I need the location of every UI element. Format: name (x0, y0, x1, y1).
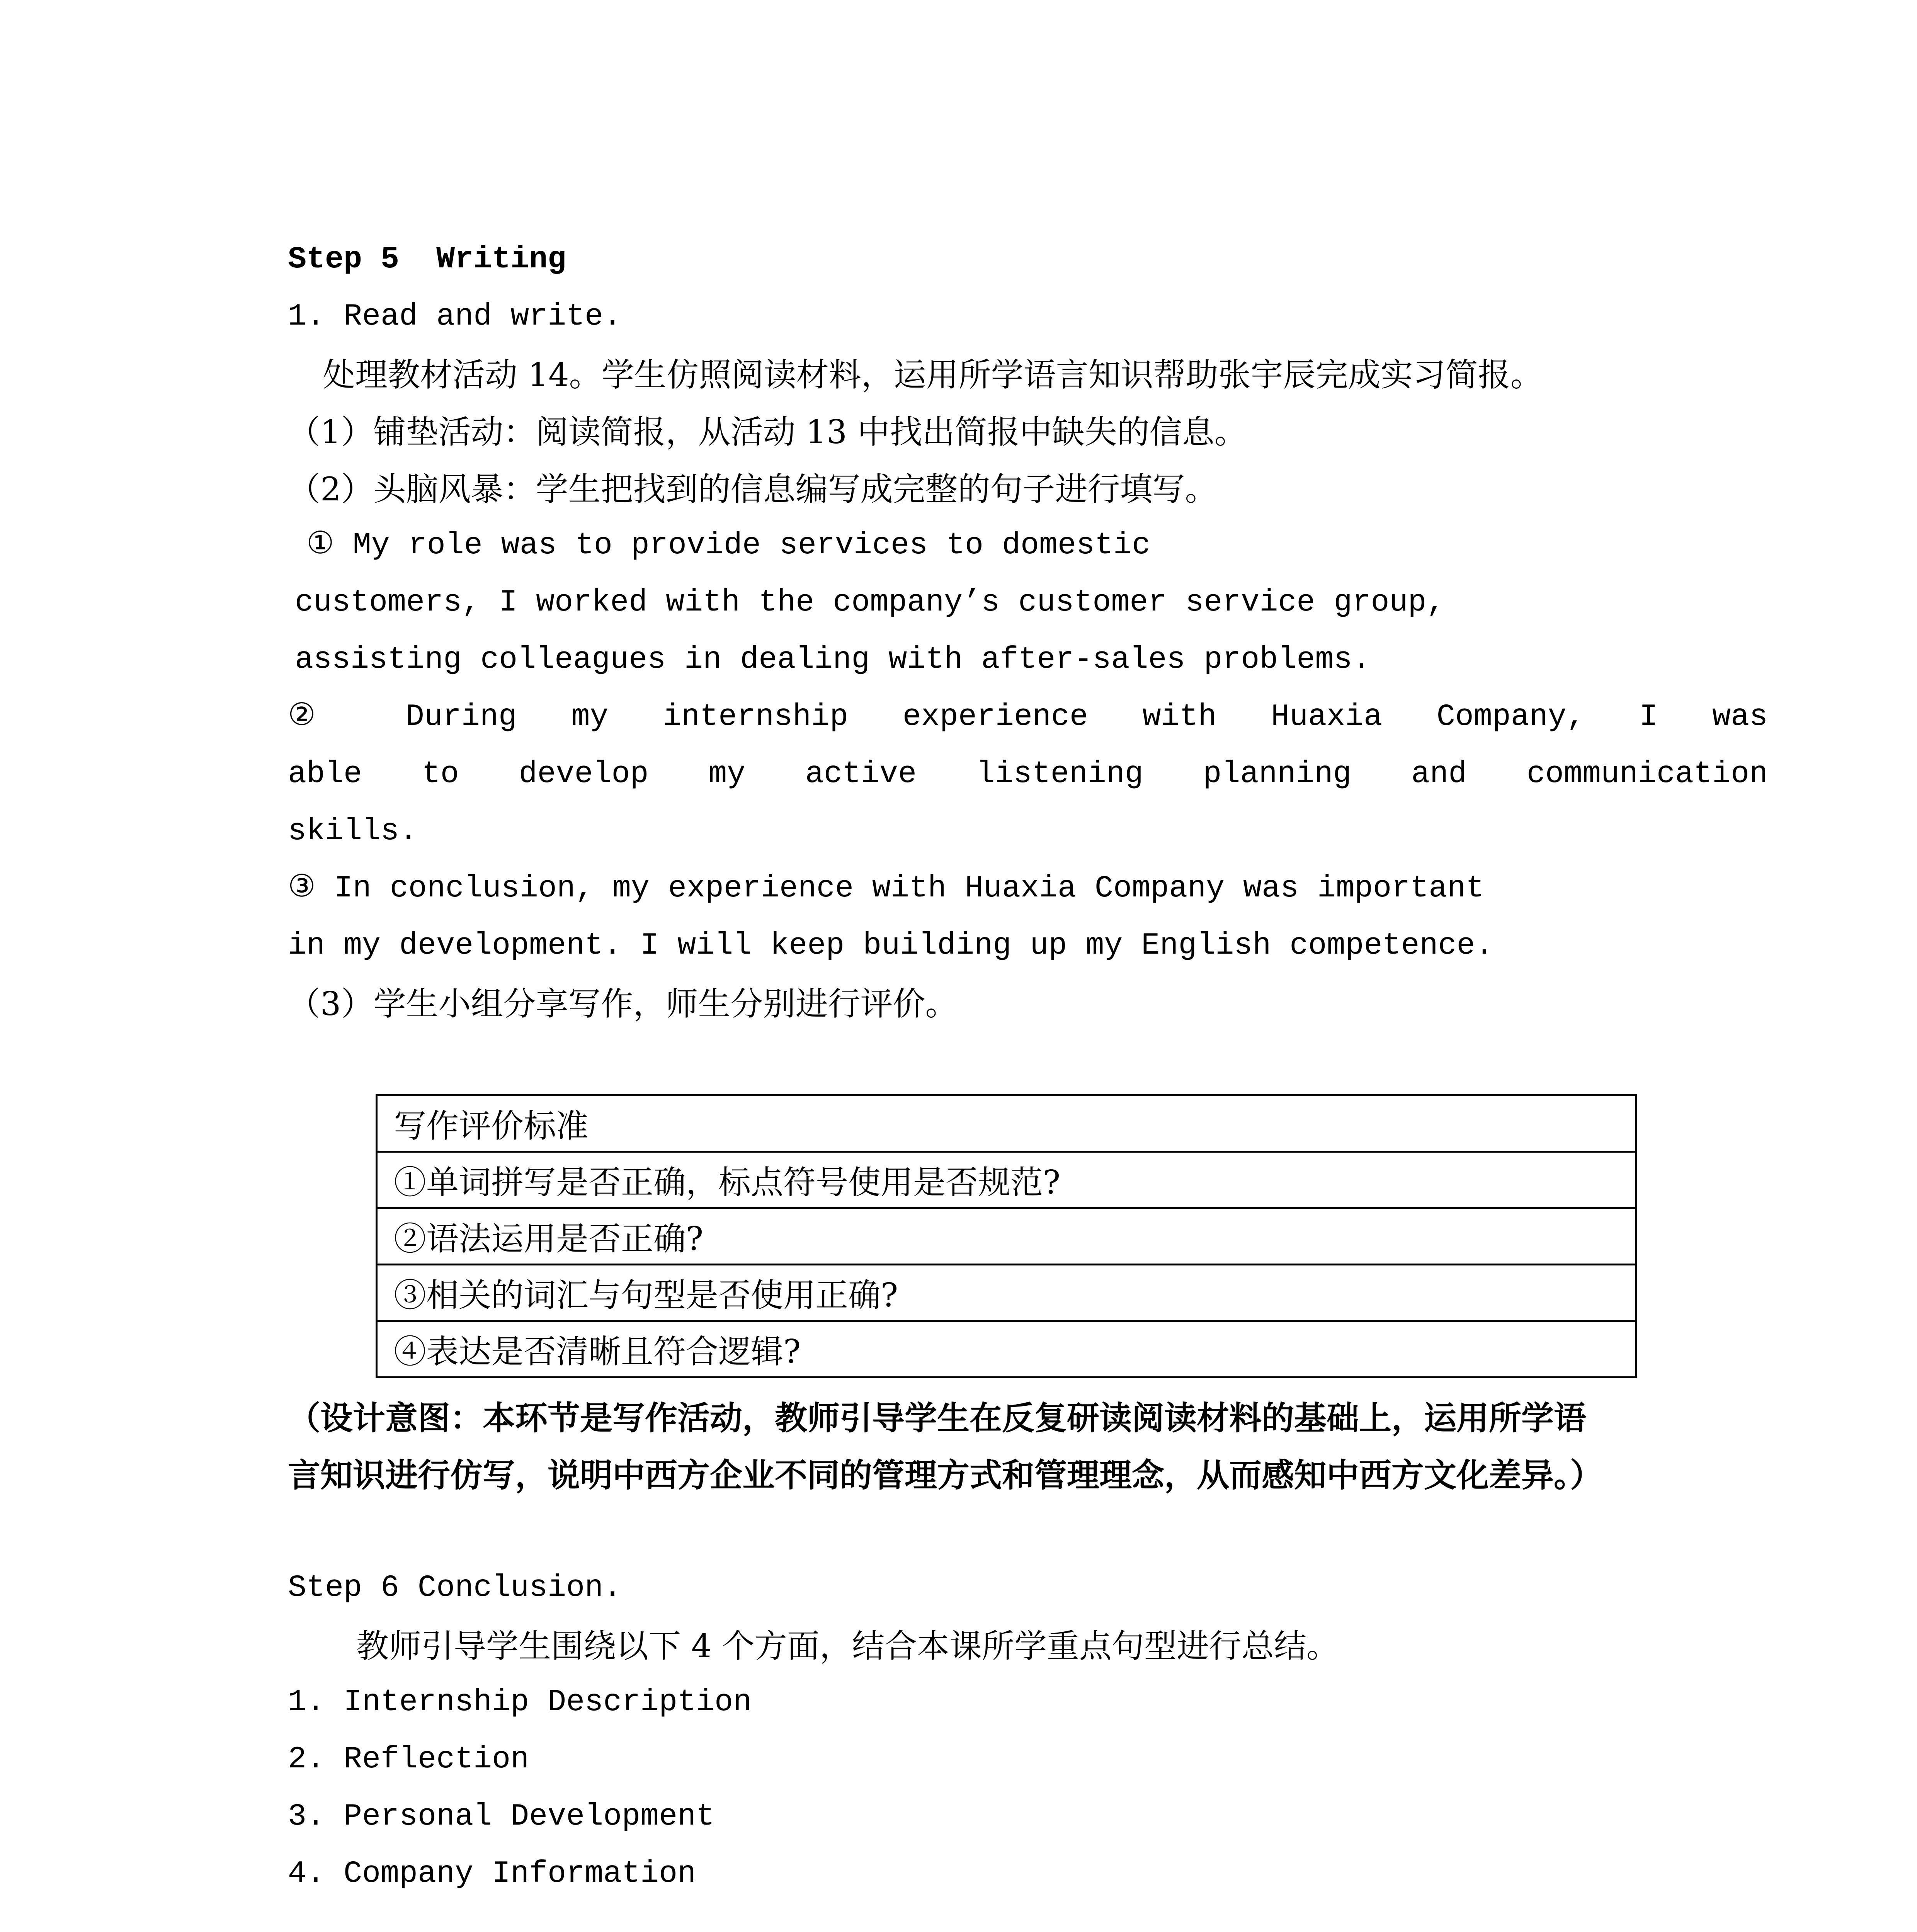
writing-criteria-table (376, 1094, 1637, 1378)
sentence3-line1: ③ In conclusion, my experience with Huaxia Company was important (288, 871, 1485, 906)
table-header-cell: 写作评价标准 (377, 1095, 1636, 1152)
list-item: 3. Personal Development (288, 1799, 715, 1834)
sentence2-line3: skills. (288, 814, 418, 849)
design-intent-line2: 言知识进行仿写，说明中西方企业不同的管理方式和管理理念，从而感知中西方文化差异。） (288, 1456, 1603, 1494)
step5-heading: Step 5 Writing (288, 242, 566, 277)
design-intent-line1: （设计意图：本环节是写作活动，教师引导学生在反复研读阅读材料的基础上，运用所学语 (288, 1399, 1587, 1437)
step5-sub2: （2）头脑风暴：学生把找到的信息编写成完整的句子进行填写。 (288, 470, 1218, 508)
step5-sub1: （1）铺垫活动：阅读简报，从活动 13 中找出简报中缺失的信息。 (288, 413, 1247, 451)
list-item: 1. Internship Description (288, 1685, 752, 1720)
sentence1-line2: customers, I worked with the company’s customer service group, (295, 585, 1445, 620)
list-item: 4. Company Information (288, 1856, 696, 1891)
table-row (377, 1208, 1636, 1265)
sentence2-line1: ② During my internship experience with Huaxia Company, I was (288, 699, 1768, 735)
list-item: 2. Reflection (288, 1742, 529, 1777)
table-cell: ④表达是否清晰且符合逻辑? (377, 1321, 1636, 1378)
table-cell: ②语法运用是否正确? (377, 1208, 1636, 1265)
step6-intro: 教师引导学生围绕以下 4 个方面，结合本课所学重点句型进行总结。 (356, 1627, 1339, 1665)
table-row (377, 1265, 1636, 1321)
table-row (377, 1095, 1636, 1152)
table-row (377, 1321, 1636, 1378)
table-cell: ③相关的词汇与句型是否使用正确? (377, 1265, 1636, 1321)
sentence3-line2: in my development. I will keep building up my English competence. (288, 928, 1494, 963)
step5-sub3: （3）学生小组分享写作，师生分别进行评价。 (288, 985, 958, 1023)
step6-heading: Step 6 Conclusion. (288, 1570, 622, 1605)
table-cell: ①单词拼写是否正确，标点符号使用是否规范? (377, 1152, 1636, 1208)
step5-item-1: 1. Read and write. (288, 299, 622, 334)
sentence1-line3: assisting colleagues in dealing with after-sales problems. (295, 642, 1371, 677)
sentence2-line2: able to develop my active listening planning and communication (288, 757, 1768, 792)
table-row (377, 1152, 1636, 1208)
sentence1-line1: ① My role was to provide services to domestic (288, 528, 1151, 563)
step5-intro: 处理教材活动 14。学生仿照阅读材料，运用所学语言知识帮助张宇辰完成实习简报。 (323, 356, 1543, 394)
